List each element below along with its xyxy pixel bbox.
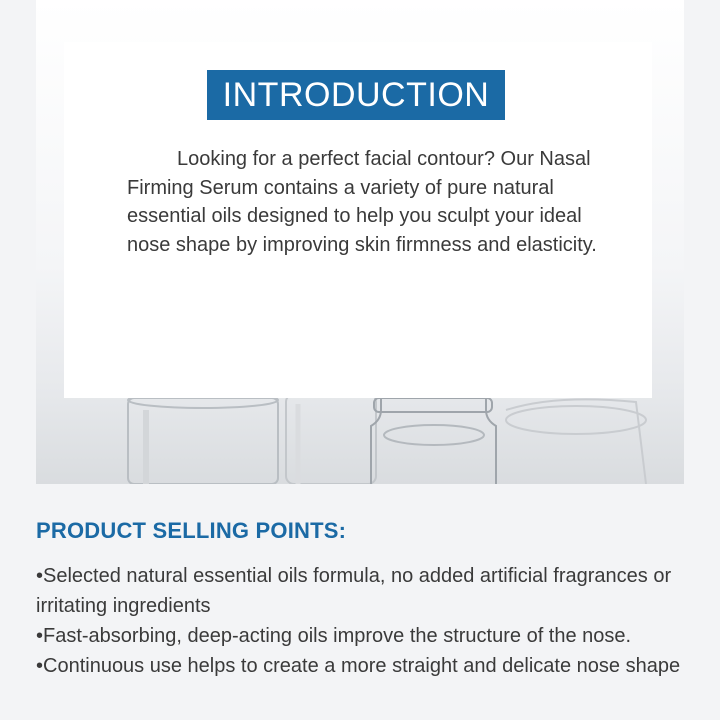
introduction-heading: [207, 70, 505, 120]
introduction-text: [127, 145, 627, 259]
selling-point-item: •Fast-absorbing, deep-acting oils improve the structure of the nose.: [36, 625, 632, 647]
selling-points-list: [36, 561, 686, 681]
introduction-heading-text: INTRODUCTION: [222, 75, 490, 114]
selling-points-title: PRODUCT SELLING POINTS:: [36, 518, 347, 543]
introduction-body: Looking for a perfect facial contour? Our Nasal Firming Serum contains a variety of pure natural essential oils designed to help you sculpt your ideal nose shape by improving skin firmness and elasticity.: [127, 148, 597, 256]
selling-point-item: •Continuous use helps to create a more straight and delicate nose shape: [36, 655, 681, 677]
selling-point-item: •Selected natural essential oils formula, no added artificial fragrances or irritating ingredients: [36, 565, 672, 617]
